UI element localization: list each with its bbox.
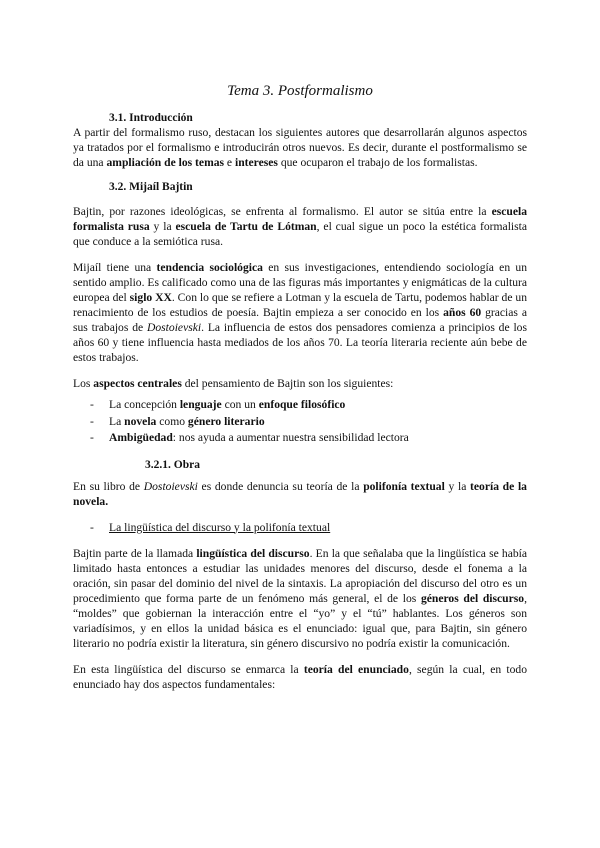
list-item: [73, 520, 527, 537]
list-item: [73, 414, 527, 431]
text: y la: [149, 220, 176, 233]
text: La: [109, 414, 125, 428]
text: como: [156, 414, 188, 428]
bold-text: escuela de Tartu de Lótman: [175, 220, 317, 233]
bold-text: novela: [124, 414, 157, 428]
bold-text: géneros del discurso: [420, 592, 525, 605]
obra-list: [73, 520, 527, 537]
text: Los: [73, 377, 94, 390]
subsection-heading-obra: 3.2.1. Obra: [145, 458, 200, 471]
paragraph-bajtin-3: [73, 376, 527, 391]
bold-text: enfoque filosófico: [258, 398, 346, 411]
text: A partir del formalismo ruso, destacan los siguientes autores que desarrollarán algunos aspectos ya tratados por el formalismo e introducirán otros nuevos. Es decir, durante el postformalismo se da una: [73, 126, 527, 169]
paragraph-obra-1: [73, 479, 527, 509]
text: Bajtin parte de la llamada: [73, 547, 197, 560]
section-heading-bajtin: 3.2. Mijaíl Bajtin: [109, 181, 193, 193]
text: . Con lo que se refiere a Lotman y la escuela de Tartu, podemos hablar de un renacimiento de los estudios de poesía. Bajtin empieza a ser conocido en los: [73, 291, 527, 319]
bold-text: Ambigüedad: [109, 431, 173, 444]
bold-text: intereses: [234, 156, 278, 169]
list-item: [73, 397, 527, 414]
italic-text: Dostoievski: [143, 479, 198, 493]
bold-text: siglo XX: [129, 291, 172, 304]
bold-text: teoría del enunciado: [303, 663, 409, 676]
text: gracias a sus trabajos de: [73, 306, 527, 334]
section-heading-introduccion: 3.1. Introducción: [109, 112, 193, 124]
text: Bajtin, por razones ideológicas, se enfrenta al formalismo. El autor se sitúa entre la: [73, 205, 492, 218]
bold-text: escuela formalista rusa: [73, 205, 527, 233]
text: en sus investigaciones, entendiendo sociología en un sentido amplio. Es calificado como una de las figuras más importantes y enigmáticas de la cultura europea del: [73, 261, 528, 304]
bold-text: lenguaje: [179, 398, 222, 411]
text: e: [224, 156, 235, 169]
text: Mijaíl tiene una: [73, 261, 157, 274]
aspects-list: [73, 397, 527, 447]
page-title: Tema 3. Postformalismo: [227, 83, 373, 99]
text: En su libro de: [73, 479, 144, 493]
document-page: [73, 83, 527, 703]
paragraph-bajtin-2: [73, 260, 527, 365]
text: del pensamiento de Bajtin son los siguientes:: [181, 377, 394, 390]
list-item: [73, 430, 527, 447]
text: : nos ayuda a aumentar nuestra sensibilidad lectora: [172, 431, 409, 444]
bold-text: años 60: [443, 306, 482, 319]
paragraph-introduccion: [73, 125, 527, 170]
paragraph-bajtin-1: [73, 204, 527, 249]
text: , según la cual, en todo enunciado hay dos aspectos fundamentales:: [73, 663, 527, 691]
paragraph-obra-3: [73, 662, 527, 692]
text: . En la que señalaba que la lingüística se había limitado hasta entonces a estudiar las unidades menores del discurso, desde el fonema a la oración, sin pasar del dominio del nivel de la sintaxis. La apropiación del discurso del otro es un procedimiento que forma parte de un fenómeno más general, el de los: [73, 547, 527, 605]
text: La concepción: [109, 398, 180, 411]
text: . La influencia de estos dos pensadores comienza a principios de los años 60 y tiene influencia hasta mediados de los años 70. La teoría literaria reciente aún bebe de estos trabajos.: [73, 321, 527, 364]
italic-text: Dostoievski: [147, 321, 202, 334]
text: , el cual sigue un poco la estética formalista que conduce a la semiótica rusa.: [73, 220, 528, 248]
text: , “moldes” que gobiernan la interacción entre el “yo” y el “tú” hablantes. Los géneros son variadísimos, y en ellos la unidad básica es el enunciado: igual que, para Bajtin, sin género literario no podría existir la literatura, sin género discursivo no podría existir la comunicación.: [73, 592, 527, 650]
text: que ocuparon el trabajo de los formalistas.: [277, 156, 478, 169]
text: En esta lingüística del discurso se enmarca la: [73, 663, 304, 676]
bold-text: teoría de la novela.: [73, 479, 527, 508]
bold-text: aspectos centrales: [93, 377, 182, 390]
underlined-text: La lingüística del discurso y la polifonía textual: [109, 520, 331, 534]
paragraph-obra-2: [73, 546, 527, 651]
text: y la: [444, 479, 471, 493]
text: es donde denuncia su teoría de la: [197, 479, 364, 493]
bold-text: lingüística del discurso: [196, 547, 310, 560]
bold-text: tendencia sociológica: [156, 261, 263, 274]
text: con un: [221, 398, 259, 411]
bold-text: género literario: [187, 414, 265, 428]
bold-text: ampliación de los temas: [106, 156, 225, 169]
bold-text: polifonía textual: [363, 479, 445, 493]
